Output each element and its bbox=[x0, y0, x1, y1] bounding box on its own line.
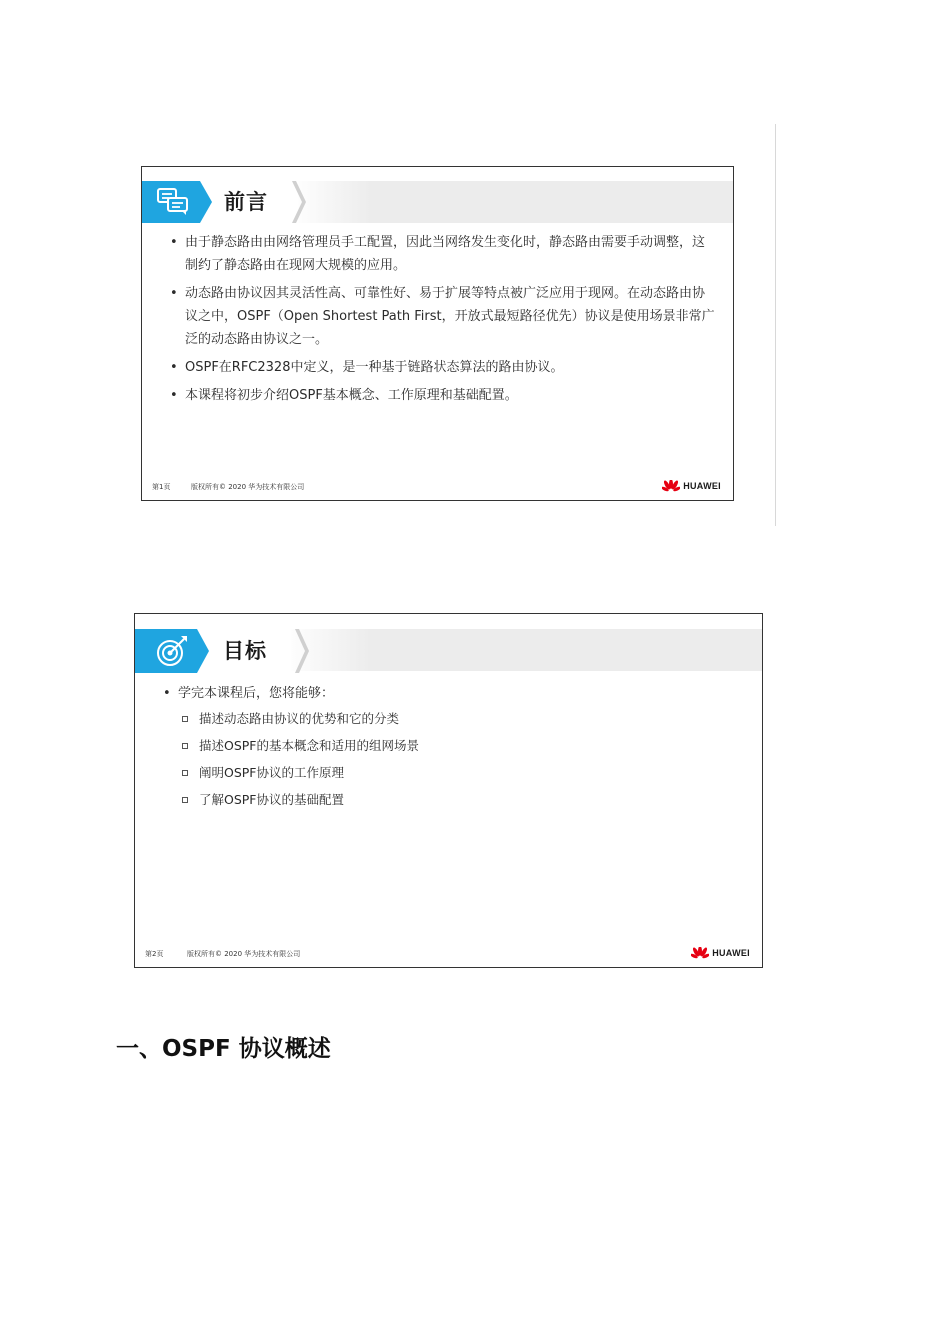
bullet-item: • 学完本课程后，您将能够： 描述动态路由协议的优势和它的分类 描述OSPF的基本概念和适用的组网场景 阐明OSPF协议的工作原理 了解OSPF协议的基础配置 bbox=[161, 682, 741, 811]
slide-preface bbox=[141, 166, 734, 501]
slide-footer bbox=[145, 947, 750, 961]
goal-item: 描述动态路由协议的优势和它的分类 bbox=[182, 707, 741, 730]
huawei-logo: HUAWEI bbox=[662, 479, 721, 493]
copyright-text: 版权所有© 2020 华为技术有限公司 bbox=[191, 483, 305, 491]
page-number: 第1页 bbox=[152, 483, 171, 491]
slide-objectives bbox=[134, 613, 763, 968]
goal-list bbox=[178, 707, 741, 811]
banner-gray-chevron bbox=[295, 629, 311, 673]
target-icon bbox=[155, 634, 189, 668]
slide-banner bbox=[142, 181, 733, 223]
page-margin-line bbox=[775, 124, 776, 526]
slide-footer bbox=[152, 480, 721, 494]
goal-item: 阐明OSPF协议的工作原理 bbox=[182, 761, 741, 784]
objectives-intro: 学完本课程后，您将能够： bbox=[178, 686, 335, 701]
slide-banner bbox=[135, 629, 762, 671]
slide-title: 前言 bbox=[224, 190, 268, 214]
huawei-petals-icon bbox=[691, 947, 709, 960]
objectives-list bbox=[161, 682, 741, 816]
slide-title: 目标 bbox=[223, 639, 267, 663]
huawei-petals-icon bbox=[662, 480, 680, 493]
bullet-item: • 本课程将初步介绍OSPF基本概念、工作原理和基础配置。 bbox=[170, 388, 518, 403]
goal-item: 了解OSPF协议的基础配置 bbox=[182, 788, 741, 811]
chat-bubbles-icon bbox=[156, 187, 190, 217]
huawei-logo: HUAWEI bbox=[691, 946, 750, 960]
bullet-item: • 由于静态路由由网络管理员手工配置，因此当网络发生变化时，静态路由需要手动调整，这制约了静态路由在现网大规模的应用。 bbox=[170, 235, 706, 273]
bullet-list bbox=[168, 231, 716, 412]
bullet-item: • OSPF在RFC2328中定义，是一种基于链路状态算法的路由协议。 bbox=[170, 360, 564, 375]
section-heading: 一、OSPF 协议概述 bbox=[116, 1036, 331, 1062]
goal-item: 描述OSPF的基本概念和适用的组网场景 bbox=[182, 734, 741, 757]
copyright-text: 版权所有© 2020 华为技术有限公司 bbox=[187, 950, 301, 958]
banner-band bbox=[285, 629, 762, 671]
bullet-item: • 动态路由协议因其灵活性高、可靠性好、易于扩展等特点被广泛应用于现网。在动态路由协议之中，OSPF（Open Shortest Path First，开放式最短路径优先）协议是使用场景非常广泛的动态路由协议之一。 bbox=[170, 286, 715, 347]
page-number: 第2页 bbox=[145, 950, 164, 958]
banner-gray-chevron bbox=[292, 181, 308, 223]
banner-band bbox=[292, 181, 733, 223]
